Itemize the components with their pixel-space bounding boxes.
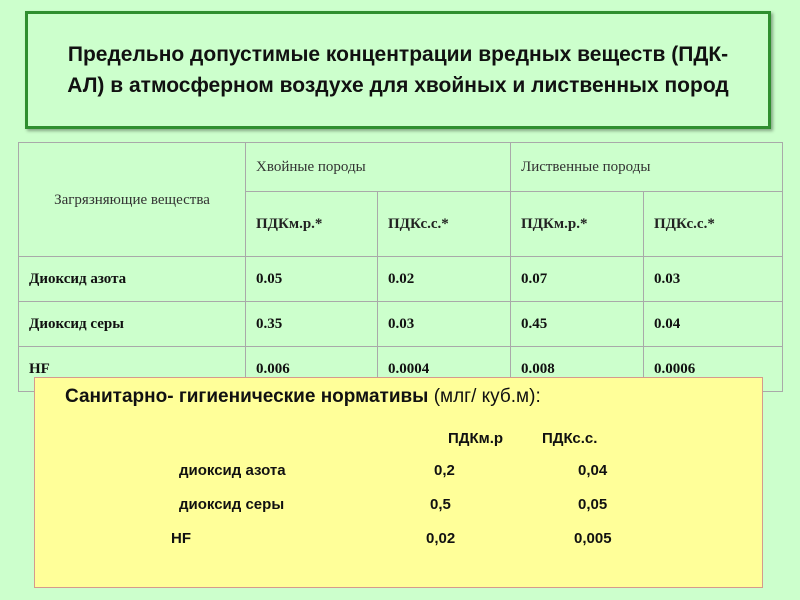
row-label: HF <box>19 347 246 392</box>
table-row <box>19 257 783 302</box>
row-label: Диоксид серы <box>19 302 246 347</box>
table-cell: 0.008 <box>511 347 644 392</box>
row-label: Диоксид азота <box>19 257 246 302</box>
pollutants-header: Загрязняющие вещества <box>19 143 246 257</box>
table-cell: 0.45 <box>511 302 644 347</box>
sanitary-row-label: HF <box>171 530 191 547</box>
table-cell: 0.35 <box>246 302 378 347</box>
table-cell: 0.03 <box>644 257 783 302</box>
table-cell: 0.0006 <box>644 347 783 392</box>
table-cell: 0.03 <box>378 302 511 347</box>
table-cell: 0.04 <box>644 302 783 347</box>
table-cell: 0.07 <box>511 257 644 302</box>
sanitary-cell: 0,2 <box>434 462 455 479</box>
subheader-cell: ПДКс.с.* <box>644 192 783 257</box>
sanitary-col-header: ПДКм.р <box>448 430 504 447</box>
table-cell: 0.05 <box>246 257 378 302</box>
sanitary-col-header: ПДКс.с. <box>542 430 598 447</box>
subheader-cell: ПДКс.с.* <box>378 192 511 257</box>
title-box <box>25 11 771 129</box>
subheader-cell: ПДКм.р.* <box>511 192 644 257</box>
slide-title: Предельно допустимые концентрации вредных веществ (ПДК-АЛ) в атмосферном воздухе для хвойных и лиственных пород <box>67 43 729 97</box>
table-cell: 0.0004 <box>378 347 511 392</box>
sanitary-row-label: диоксид серы <box>179 496 285 513</box>
table-row <box>19 302 783 347</box>
sanitary-cell: 0,5 <box>430 496 451 513</box>
table-header-row <box>19 143 783 192</box>
sanitary-cell: 0,005 <box>574 530 612 547</box>
sanitary-title-text: Санитарно- гигиенические нормативы <box>65 386 429 407</box>
sanitary-row-label: диоксид азота <box>179 462 286 479</box>
table-cell: 0.02 <box>378 257 511 302</box>
sanitary-cell: 0,02 <box>426 530 456 547</box>
table-cell: 0.006 <box>246 347 378 392</box>
sanitary-title <box>65 386 541 408</box>
sanitary-unit: (млг/ куб.м): <box>433 386 541 407</box>
pdk-table <box>18 142 783 392</box>
sanitary-cell: 0,04 <box>578 462 608 479</box>
sanitary-cell: 0,05 <box>578 496 608 513</box>
group-header-coniferous: Хвойные породы <box>246 143 511 192</box>
subheader-cell: ПДКм.р.* <box>246 192 378 257</box>
group-header-deciduous: Лиственные породы <box>511 143 783 192</box>
sanitary-norms-box <box>34 377 763 588</box>
